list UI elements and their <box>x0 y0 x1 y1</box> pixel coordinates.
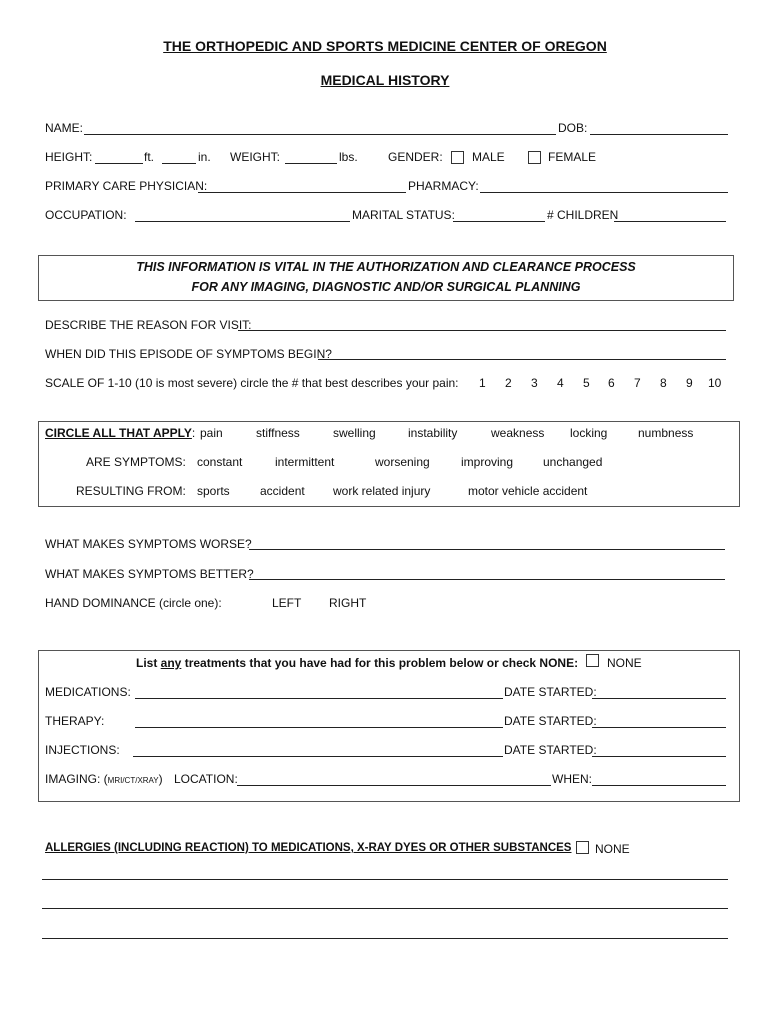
pain-scale-9[interactable]: 9 <box>686 376 693 390</box>
allergies-none-checkbox[interactable] <box>576 841 589 854</box>
children-field[interactable] <box>614 221 726 222</box>
when-field[interactable] <box>592 785 726 786</box>
marital-field[interactable] <box>453 221 545 222</box>
dob-label: DOB: <box>558 121 588 135</box>
therapy-field[interactable] <box>135 727 503 728</box>
resulting-from-label: RESULTING FROM: <box>76 484 186 498</box>
pain-scale-5[interactable]: 5 <box>583 376 590 390</box>
treatments-instruction <box>136 656 578 670</box>
male-label: MALE <box>472 150 505 164</box>
marital-label: MARITAL STATUS: <box>352 208 455 222</box>
injections-field[interactable] <box>133 756 503 757</box>
episode-label: WHEN DID THIS EPISODE OF SYMPTOMS BEGIN? <box>45 347 332 361</box>
form-title: MEDICAL HISTORY <box>320 72 450 88</box>
weight-label: WEIGHT: <box>230 150 280 164</box>
circle-heading-wrap <box>45 426 195 440</box>
worse-field[interactable] <box>249 549 725 550</box>
are-symptoms-label: ARE SYMPTOMS: <box>86 455 186 469</box>
pain-scale-7[interactable]: 7 <box>634 376 641 390</box>
hand-label: HAND DOMINANCE (circle one): <box>45 596 222 610</box>
pain-scale-2[interactable]: 2 <box>505 376 512 390</box>
symptom-constant[interactable]: constant <box>197 455 243 469</box>
cause-accident[interactable]: accident <box>260 484 305 498</box>
pain-scale-8[interactable]: 8 <box>660 376 667 390</box>
cause-motor-vehicle[interactable]: motor vehicle accident <box>468 484 588 498</box>
org-title: THE ORTHOPEDIC AND SPORTS MEDICINE CENTER OF OREGON <box>163 38 607 54</box>
medications-date-field[interactable] <box>592 698 726 699</box>
treatments-none-checkbox[interactable] <box>586 654 599 667</box>
therapy-date-field[interactable] <box>592 727 726 728</box>
cause-work-injury[interactable]: work related injury <box>333 484 431 498</box>
injections-label: INJECTIONS: <box>45 743 120 757</box>
cause-sports[interactable]: sports <box>197 484 230 498</box>
symptom-numbness[interactable]: numbness <box>638 426 694 440</box>
imaging-close: ) <box>158 772 163 786</box>
in-label: in. <box>198 150 211 164</box>
weight-field[interactable] <box>285 163 337 164</box>
ft-label: ft. <box>144 150 155 164</box>
allergies-line-3[interactable] <box>42 938 728 939</box>
name-label: NAME: <box>45 121 84 135</box>
symptom-pain[interactable]: pain <box>200 426 223 440</box>
circle-colon: : <box>191 426 196 440</box>
height-in-field[interactable] <box>162 163 196 164</box>
pharmacy-field[interactable] <box>480 192 728 193</box>
symptom-swelling[interactable]: swelling <box>333 426 376 440</box>
pain-scale-4[interactable]: 4 <box>557 376 564 390</box>
notice-line-1: THIS INFORMATION IS VITAL IN THE AUTHORIZATION AND CLEARANCE PROCESS <box>136 260 636 274</box>
treatments-none-label: NONE <box>607 656 642 670</box>
episode-field[interactable] <box>318 359 726 360</box>
occupation-label: OCCUPATION: <box>45 208 127 222</box>
occupation-field[interactable] <box>135 221 350 222</box>
pain-scale-1[interactable]: 1 <box>479 376 486 390</box>
medications-field[interactable] <box>135 698 503 699</box>
treatments-list-post: treatments that you have had for this problem below or check NONE: <box>181 656 579 670</box>
symptom-worsening[interactable]: worsening <box>375 455 430 469</box>
symptom-weakness[interactable]: weakness <box>491 426 545 440</box>
symptom-intermittent[interactable]: intermittent <box>275 455 335 469</box>
better-label: WHAT MAKES SYMPTOMS BETTER? <box>45 567 254 581</box>
treatments-list-pre: List <box>136 656 161 670</box>
allergies-line-1[interactable] <box>42 879 728 880</box>
therapy-date-label: DATE STARTED: <box>504 714 597 728</box>
gender-label: GENDER: <box>388 150 443 164</box>
pcp-field[interactable] <box>198 192 406 193</box>
name-field[interactable] <box>84 134 556 135</box>
better-field[interactable] <box>249 579 725 580</box>
symptom-instability[interactable]: instability <box>408 426 458 440</box>
notice-line-2: FOR ANY IMAGING, DIAGNOSTIC AND/OR SURGICAL PLANNING <box>191 280 581 294</box>
lbs-label: lbs. <box>339 150 358 164</box>
imaging-label: IMAGING: ( <box>45 772 108 786</box>
male-checkbox[interactable] <box>451 151 464 164</box>
imaging-types: MRI/CT/XRAY <box>107 776 159 785</box>
hand-right[interactable]: RIGHT <box>329 596 367 610</box>
allergies-none-label: NONE <box>595 842 630 856</box>
reason-label: DESCRIBE THE REASON FOR VISIT: <box>45 318 252 332</box>
symptom-locking[interactable]: locking <box>570 426 608 440</box>
allergies-line-2[interactable] <box>42 908 728 909</box>
scale-label: SCALE OF 1-10 (10 is most severe) circle the # that best describes your pain: <box>45 376 459 390</box>
when-label: WHEN: <box>552 772 592 786</box>
symptom-stiffness[interactable]: stiffness <box>256 426 300 440</box>
symptom-improving[interactable]: improving <box>461 455 514 469</box>
injections-date-label: DATE STARTED: <box>504 743 597 757</box>
pharmacy-label: PHARMACY: <box>408 179 479 193</box>
children-label: # CHILDREN <box>547 208 619 222</box>
circle-heading: CIRCLE ALL THAT APPLY <box>45 426 192 440</box>
height-label: HEIGHT: <box>45 150 93 164</box>
symptom-unchanged[interactable]: unchanged <box>543 455 603 469</box>
location-label: LOCATION: <box>174 772 238 786</box>
pain-scale-6[interactable]: 6 <box>608 376 615 390</box>
dob-field[interactable] <box>590 134 728 135</box>
pain-scale-10[interactable]: 10 <box>708 376 722 390</box>
height-ft-field[interactable] <box>95 163 143 164</box>
female-checkbox[interactable] <box>528 151 541 164</box>
hand-left[interactable]: LEFT <box>272 596 302 610</box>
imaging-label-wrap <box>45 772 163 786</box>
location-field[interactable] <box>237 785 551 786</box>
worse-label: WHAT MAKES SYMPTOMS WORSE? <box>45 537 252 551</box>
pcp-label: PRIMARY CARE PHYSICIAN: <box>45 179 208 193</box>
treatments-list-any: any <box>160 656 182 670</box>
medications-date-label: DATE STARTED: <box>504 685 597 699</box>
pain-scale-3[interactable]: 3 <box>531 376 538 390</box>
medications-label: MEDICATIONS: <box>45 685 131 699</box>
reason-field[interactable] <box>238 330 726 331</box>
female-label: FEMALE <box>548 150 597 164</box>
therapy-label: THERAPY: <box>45 714 105 728</box>
allergies-heading: ALLERGIES (INCLUDING REACTION) TO MEDICATIONS, X-RAY DYES OR OTHER SUBSTANCES <box>45 842 572 854</box>
injections-date-field[interactable] <box>592 756 726 757</box>
